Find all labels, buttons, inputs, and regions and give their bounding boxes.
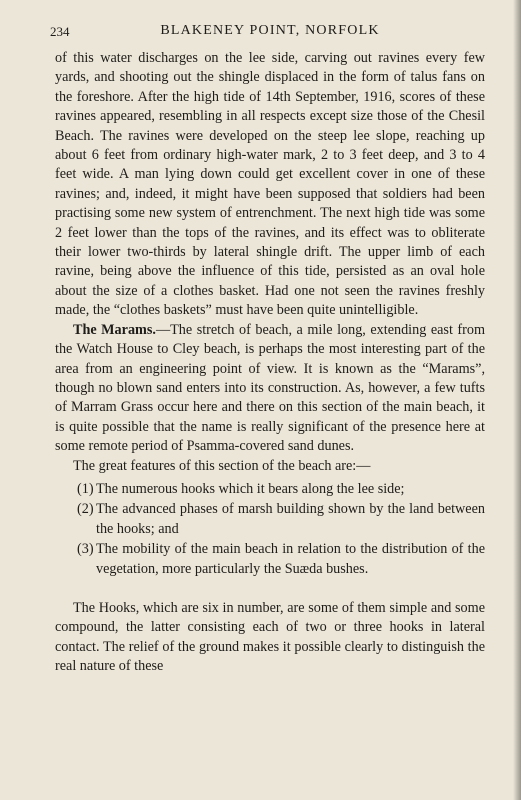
body-text [55,49,485,677]
marams-text: —The stretch of beach, a mile long, extending east from the Watch House to Cley beach, is perhaps the most interesting part of the area from an engineering point of view. It is known as the “Marams”, though no blown sand enters into its construction. As, however, a few tufts of Marram Grass occur here and there on this section of the main beach, it is quite possible that the name is really significant of the presence here at some remote period of Psamma-covered sand dunes. [55,321,485,455]
list-item-number: (3) [77,541,94,558]
running-head [50,20,490,42]
list-item [55,480,485,499]
list-item-text: The mobility of the main beach in relation to the distribution of the vegetation, more particularly the Suæda bushes. [96,541,485,577]
paragraph-hooks: The Hooks, which are six in number, are some of them simple and some compound, the latter consisting each of two or three hooks in lateral contact. The relief of the ground makes it possible clearly to distinguish the real nature of these [55,599,485,675]
features-list [55,480,485,579]
list-item-text: The numerous hooks which it bears along the lee side; [96,480,405,497]
list-item [55,500,485,539]
list-item [55,540,485,579]
paragraph-ravines: of this water discharges on the lee side, carving out ravines every few yards, and shooting out the shingle displaced in the form of talus fans on the foreshore. After the high tide of 14th September, 1916, scores of these ravines appeared, resembling in all respects except size those of the Chesil Beach. The ravines were developed on the steep lee slope, reaching up about 6 feet from ordinary high-water mark, 2 to 3 feet deep, and 3 to 4 feet wide. A man lying down could get excellent cover in one of these ravines; and, indeed, it might have been supposed that soldiers had been practising some new system of entrenchment. The next high tide was some 2 feet lower than the tops of the ravines, and its effect was to obliterate their lower two-thirds by lateral shingle drift. The upper limb of each ravine, being above the influence of this tide, persisted as an oval hole about the size of a clothes basket. Had one not seen the ravines freshly made, the “clothes baskets” must have been quite unintelligible. [55,50,485,319]
list-item-text: The advanced phases of marsh building shown by the land between the hooks; and [96,501,485,537]
page-number: 234 [50,24,70,39]
features-intro: The great features of this section of the beach are:— [73,457,371,474]
list-item-number: (2) [77,501,94,518]
list-item-number: (1) [77,480,94,497]
section-heading-marams: The Marams. [73,321,156,338]
paragraph-gap [55,580,485,599]
paragraph-marams [55,321,485,457]
running-title: BLAKENEY POINT, NORFOLK [160,23,380,38]
